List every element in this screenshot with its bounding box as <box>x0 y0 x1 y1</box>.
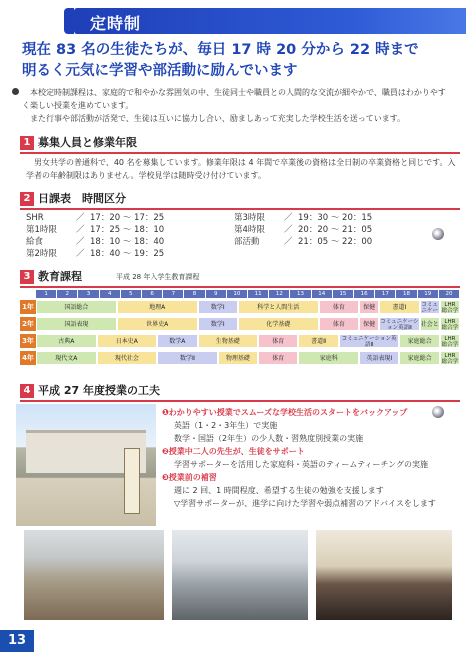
period-number: 16 <box>354 290 375 298</box>
schedule-sep: ／ <box>76 225 85 235</box>
feature-detail: ▽学習サポーターが、進学に向けた学習や弱点補習のアドバイスをします <box>174 499 436 508</box>
schedule-label: 第2時限 <box>26 249 57 259</box>
section-subtitle: 平成 28 年入学生教育課程 <box>116 273 200 281</box>
schedule-sep: ／ <box>284 213 293 223</box>
subject-cell: 家庭総合 <box>399 334 439 348</box>
section-1-header <box>20 136 460 154</box>
bullet-icon <box>12 88 19 95</box>
schedule-time: 18：40 ～ 19：25 <box>90 249 165 259</box>
schedule-sep: ／ <box>76 249 85 259</box>
header-bar <box>74 8 466 34</box>
section-4-header <box>20 384 460 402</box>
section-number: 1 <box>20 136 34 150</box>
curriculum-table <box>20 290 460 368</box>
round-badge-icon <box>432 406 444 418</box>
schedule-row <box>26 236 200 248</box>
period-number: 15 <box>333 290 354 298</box>
subject-cell: 科学と人間生活 <box>238 300 319 314</box>
feature-detail: 英語（1・2・3年生）で実施 <box>174 421 278 430</box>
period-number: 5 <box>121 290 142 298</box>
schedule-sep: ／ <box>284 225 293 235</box>
subject-cell: 世界史A <box>117 317 198 331</box>
schedule-row <box>26 248 200 260</box>
page-number: 13 <box>0 630 34 652</box>
feature-heading: ❸授業前の補習 <box>162 473 217 482</box>
schedule-row <box>234 236 408 248</box>
schedule-label: SHR <box>26 213 44 223</box>
headline <box>22 40 462 82</box>
subject-cell: 英語表現Ⅰ <box>359 351 399 365</box>
section-title: 募集人員と修業年限 <box>38 136 137 149</box>
curriculum-row <box>36 334 460 348</box>
subject-cell: 数学Ⅱ <box>157 351 218 365</box>
school-building-photo <box>16 404 156 526</box>
subject-cell: コミュニケーション英語Ⅱ <box>339 334 400 348</box>
schedule-row <box>234 224 408 236</box>
schedule-time: 20：20 ～ 21：05 <box>298 225 373 235</box>
headline-line1: 現在 83 名の生徒たちが、毎日 17 時 20 分から 22 時まで <box>22 42 419 58</box>
subject-cell: 保健 <box>359 300 379 314</box>
subject-cell: 保健 <box>359 317 379 331</box>
intro-text <box>22 86 452 125</box>
section-number: 3 <box>20 270 34 284</box>
period-number: 20 <box>439 290 460 298</box>
round-badge-icon <box>432 228 444 240</box>
section-1-body <box>26 156 456 182</box>
subject-cell: 体育 <box>319 317 359 331</box>
section-number: 4 <box>20 384 34 398</box>
period-number: 9 <box>206 290 227 298</box>
subject-cell: 体育 <box>319 300 359 314</box>
period-number: 7 <box>163 290 184 298</box>
subject-cell: 日本史A <box>97 334 158 348</box>
subject-cell: 家庭総合 <box>399 351 439 365</box>
intro-paragraph-2: また行事や部活動が活発で、生徒は互いに協力し合い、励ましあって充実した学校生活を送っています。 <box>30 114 406 123</box>
schedule-label: 給食 <box>26 237 44 247</box>
schedule-sep: ／ <box>76 213 85 223</box>
period-number: 11 <box>248 290 269 298</box>
schedule-time: 18：10 ～ 18：40 <box>90 237 165 247</box>
feature-detail: 数学・国語（2年生）の少人数・習熟度別授業の実施 <box>174 434 364 443</box>
subject-cell: 社会と <box>420 317 440 331</box>
period-number: 1 <box>36 290 57 298</box>
schedule-right <box>234 212 408 248</box>
schedule-sep: ／ <box>284 237 293 247</box>
subject-cell: LHR 総合学 <box>441 301 459 314</box>
subject-cell: LHR 総合学 <box>441 335 459 348</box>
schedule-time: 17：25 ～ 18：10 <box>90 225 165 235</box>
period-number: 10 <box>227 290 248 298</box>
schedule-row <box>234 212 408 224</box>
subject-cell: 現代文A <box>36 351 97 365</box>
curriculum-row <box>36 300 460 314</box>
subject-cell: 数学Ⅰ <box>198 300 238 314</box>
subject-cell: 地理A <box>117 300 198 314</box>
computer-room-photo <box>172 530 308 620</box>
feature-heading: ❶わかりやすい授業でスムーズな学校生活のスタートをバックアップ <box>162 408 408 417</box>
period-number: 17 <box>375 290 396 298</box>
year-label: 3年 <box>20 334 36 348</box>
period-number: 8 <box>184 290 205 298</box>
subject-cell: 国語総合 <box>36 300 117 314</box>
subject-cell: 体育 <box>258 334 298 348</box>
subject-cell: LHR 総合学 <box>441 318 459 331</box>
feature-detail: 週に 2 回、1 時間程度、希望する生徒の勉強を支援します <box>174 486 384 495</box>
subject-cell: 書道Ⅱ <box>298 334 338 348</box>
subject-cell: 体育 <box>258 351 298 365</box>
section-2-header <box>20 192 460 210</box>
schedule-label: 第1時限 <box>26 225 57 235</box>
period-number: 14 <box>312 290 333 298</box>
year-label: 2年 <box>20 317 36 331</box>
schedule-label: 部活動 <box>234 237 260 247</box>
curriculum-row <box>36 317 460 331</box>
period-number: 12 <box>269 290 290 298</box>
subject-cell: 古典A <box>36 334 97 348</box>
subject-cell: コミュニケーション英語Ⅱ <box>380 318 419 331</box>
intro-paragraph-1: 本校定時制課程は、家庭的で和やかな雰囲気の中、生徒同士や職員との人間的な交流が細やかで、職員はわかりやすく楽しい授業を進めています。 <box>22 88 446 110</box>
section-3-header <box>20 270 460 288</box>
period-number: 3 <box>78 290 99 298</box>
period-number: 6 <box>142 290 163 298</box>
subject-cell: LHR 総合学 <box>441 352 459 365</box>
subject-cell: 数学A <box>157 334 197 348</box>
subject-cell: 数学Ⅰ <box>198 317 238 331</box>
subject-cell: 国語表現 <box>36 317 117 331</box>
schedule-label: 第4時限 <box>234 225 265 235</box>
period-number: 19 <box>418 290 439 298</box>
section-title: 教育課程 <box>38 270 82 283</box>
subject-cell: 家庭科 <box>298 351 359 365</box>
subject-cell: 生物基礎 <box>198 334 259 348</box>
subject-cell: コミュニケー <box>421 301 438 314</box>
study-session-photo <box>316 530 452 620</box>
headline-line2: 明るく元気に学習や部活動に励んでいます <box>22 63 298 79</box>
subject-cell: 書道Ⅰ <box>379 300 419 314</box>
page-title: 定時制 <box>90 14 142 33</box>
year-label: 1年 <box>20 300 36 314</box>
period-number: 4 <box>100 290 121 298</box>
schedule-left <box>26 212 200 260</box>
schedule-row <box>26 212 200 224</box>
feature-heading: ❷授業中二人の先生が、生徒をサポート <box>162 447 305 456</box>
subject-cell: 現代社会 <box>97 351 158 365</box>
section-title: 日課表 時間区分 <box>38 192 126 205</box>
section-1-text: 男女共学の普通科で、40 名を募集しています。修業年限は 4 年間で卒業後の資格は全日制の卒業資格と同じです。入学者の年齢制限はありません。学校見学は随時受け付けています。 <box>26 158 456 180</box>
school-sign <box>124 448 140 514</box>
schedule-label: 第3時限 <box>234 213 265 223</box>
schedule-time: 17：20 ～ 17：25 <box>90 213 165 223</box>
schedule-time: 21：05 ～ 22：00 <box>298 237 373 247</box>
subject-cell: 物理基礎 <box>218 351 258 365</box>
schedule-sep: ／ <box>76 237 85 247</box>
section-number: 2 <box>20 192 34 206</box>
period-numbers <box>36 290 460 298</box>
classroom-photo <box>24 530 164 620</box>
schedule-time: 19：30 ～ 20：15 <box>298 213 373 223</box>
period-number: 13 <box>290 290 311 298</box>
schedule-row <box>26 224 200 236</box>
feature-detail: 学習サポーターを活用した家庭科・英語のティームティーチングの実施 <box>174 460 428 469</box>
section-4-body <box>162 406 462 510</box>
period-number: 2 <box>57 290 78 298</box>
section-title: 平成 27 年度授業の工夫 <box>38 384 160 397</box>
subject-cell: 化学基礎 <box>238 317 319 331</box>
curriculum-row <box>36 351 460 365</box>
year-label: 4年 <box>20 351 36 365</box>
period-number: 18 <box>396 290 417 298</box>
